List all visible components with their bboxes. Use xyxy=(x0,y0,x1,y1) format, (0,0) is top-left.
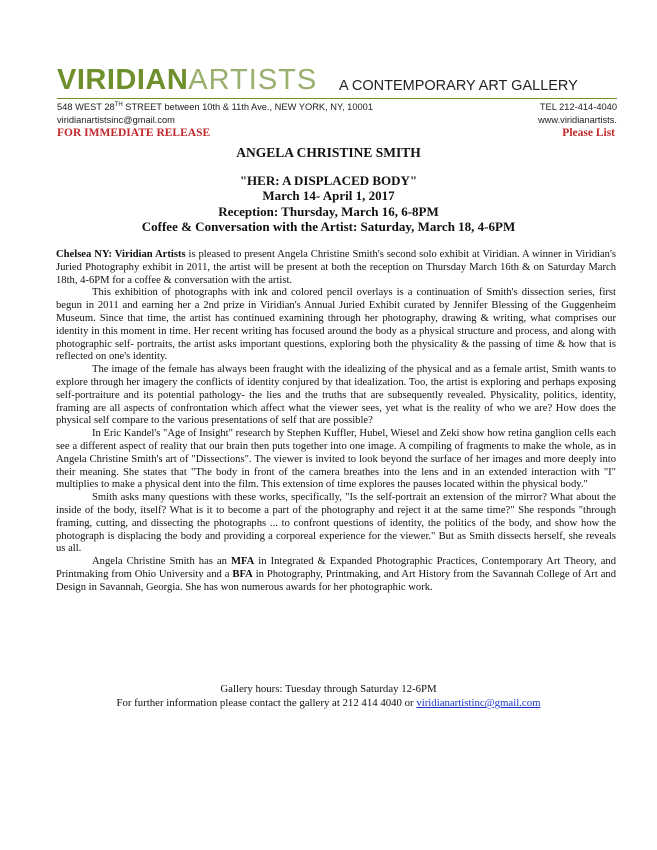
address-ordinal: TH xyxy=(114,102,123,108)
contact-line xyxy=(0,697,657,709)
bio-bfa: BFA xyxy=(232,568,253,580)
paragraph-questions: Smith asks many questions with these works, specifically, "Is the self-portrait an extension of the mirror? What about the inside of the body, itself? What is it to become a part of the photography and reject it at the same time?" She responds "through framing, cutting, and dissecting the photographs ... to confront questions of identity, the politics of the body, and show how the photograph is displacing the body and providing a corporeal experience for the viewer." But as Smith dissects herself, she reveals us all. xyxy=(56,492,616,555)
gallery-logo xyxy=(57,66,317,95)
reception-info: Reception: Thursday, March 16, 6-8PM xyxy=(218,204,439,219)
gallery-website: www.viridianartists. xyxy=(537,115,617,125)
header-divider xyxy=(57,98,617,99)
intro-text: is pleased to present Angela Christine Smith's second solo exhibit at Viridian. A winner in Viridian's Juried Photography exhibit in 2011, the artist will be present at both the reception on Thursday March 16th & on Saturday March 18th, 4-6PM for a coffee & conversation with the artist. xyxy=(56,249,616,286)
logo-light-text: ARTISTS xyxy=(188,64,318,96)
paragraph-bio xyxy=(56,556,616,594)
bio-mfa: MFA xyxy=(230,556,255,568)
please-list-label: Please List xyxy=(562,127,615,139)
address-rest: STREET between 10th & 11th Ave., NEW YORK, NY, 10001 xyxy=(122,102,374,113)
coffee-conversation-info: Coffee & Conversation with the Artist: Saturday, March 18, 4-6PM xyxy=(141,219,516,234)
paragraph-kandel: In Eric Kandel's "Age of Insight" research by Stephen Kuffler, Hubel, Wiesel and Zeki show how retina ganglion cells each see a different aspect of reality that our brain then puts together into one image. A compiling of fragments to make the whole, as in Angela Christine Smith's art of "Dissections". The viewer is invited to look beyond the surface of her images and more deeply into their meaning. She states that "The body in front of the camera breathes into the lens and in an extended interaction with "I" multiplies to make a physical dent into the film. This extension of time explores the pauses located within the physical body." xyxy=(56,428,616,491)
contact-text: For further information please contact the gallery at 212 414 4040 or xyxy=(116,697,417,709)
gallery-address xyxy=(57,102,373,112)
bio-text-c: in Photography, Printmaking, and Art History from the Savannah College of Art and Design in Savannah, Georgia. She has won numerous awards for her photographic work. xyxy=(56,568,616,593)
show-title: "HER: A DISPLACED BODY" xyxy=(239,173,418,188)
gallery-tagline: A CONTEMPORARY ART GALLERY xyxy=(339,78,578,94)
address-street: 548 WEST 28 xyxy=(57,102,115,113)
contact-email-link[interactable]: viridianartistinc@gmail.com xyxy=(416,697,541,709)
bio-text-b: in Integrated & Expanded Photographic Practices, Contemporary Art Theory, and Printmaking from Ohio University and a xyxy=(56,556,616,580)
gallery-hours: Gallery hours: Tuesday through Saturday 12-6PM xyxy=(220,683,437,695)
paragraph-female-image: The image of the female has always been fraught with the idealizing of the physical and as a female artist, Smith wants to explore through her imagery the conflicts of identity conjured by that idealization. Too, the artist is exploring and perhaps exposing self-portraiture and its potential pathology- the lies and the truths that are subsequently revealed. Physicality, politics, identity, framing are all aspects of confrontation which affect what the viewer sees, yet what is the reality of who we are? How does the physical self compare to the various presentations of self that are possible? xyxy=(56,364,616,427)
paragraph-exhibition: This exhibition of photographs with ink and colored pencil overlays is a continuation of Smith's dissection series, first begun in 2011 and earning her a 2nd prize in Viridian's Annual Juried Exhibit curated by Jennifer Blessing of the Guggenheim Museum. Since that time, the artist has continued examining through her photography, drawing & writing, what comprises our identity in this moment in time. Her recent writing has focused around the body as a physical structure and process, and along with photographic self- portraits, the artist asks important questions, exploring both the physicality & the passing of time & how that is reflected on one's identity. xyxy=(56,287,616,363)
gallery-phone: TEL 212-414-4040 xyxy=(539,102,617,112)
bio-text-a: Angela Christine Smith has an xyxy=(92,556,231,568)
release-label: FOR IMMEDIATE RELEASE xyxy=(57,127,211,139)
logo-strong-text: VIRIDIAN xyxy=(57,64,189,96)
show-dates: March 14- April 1, 2017 xyxy=(262,188,395,203)
gallery-email: viridianartistsinc@gmail.com xyxy=(57,115,175,125)
paragraph-intro xyxy=(56,249,616,287)
artist-name: ANGELA CHRISTINE SMITH xyxy=(236,145,421,160)
release-body xyxy=(56,249,616,595)
intro-lead: Chelsea NY: Viridian Artists xyxy=(56,249,186,260)
